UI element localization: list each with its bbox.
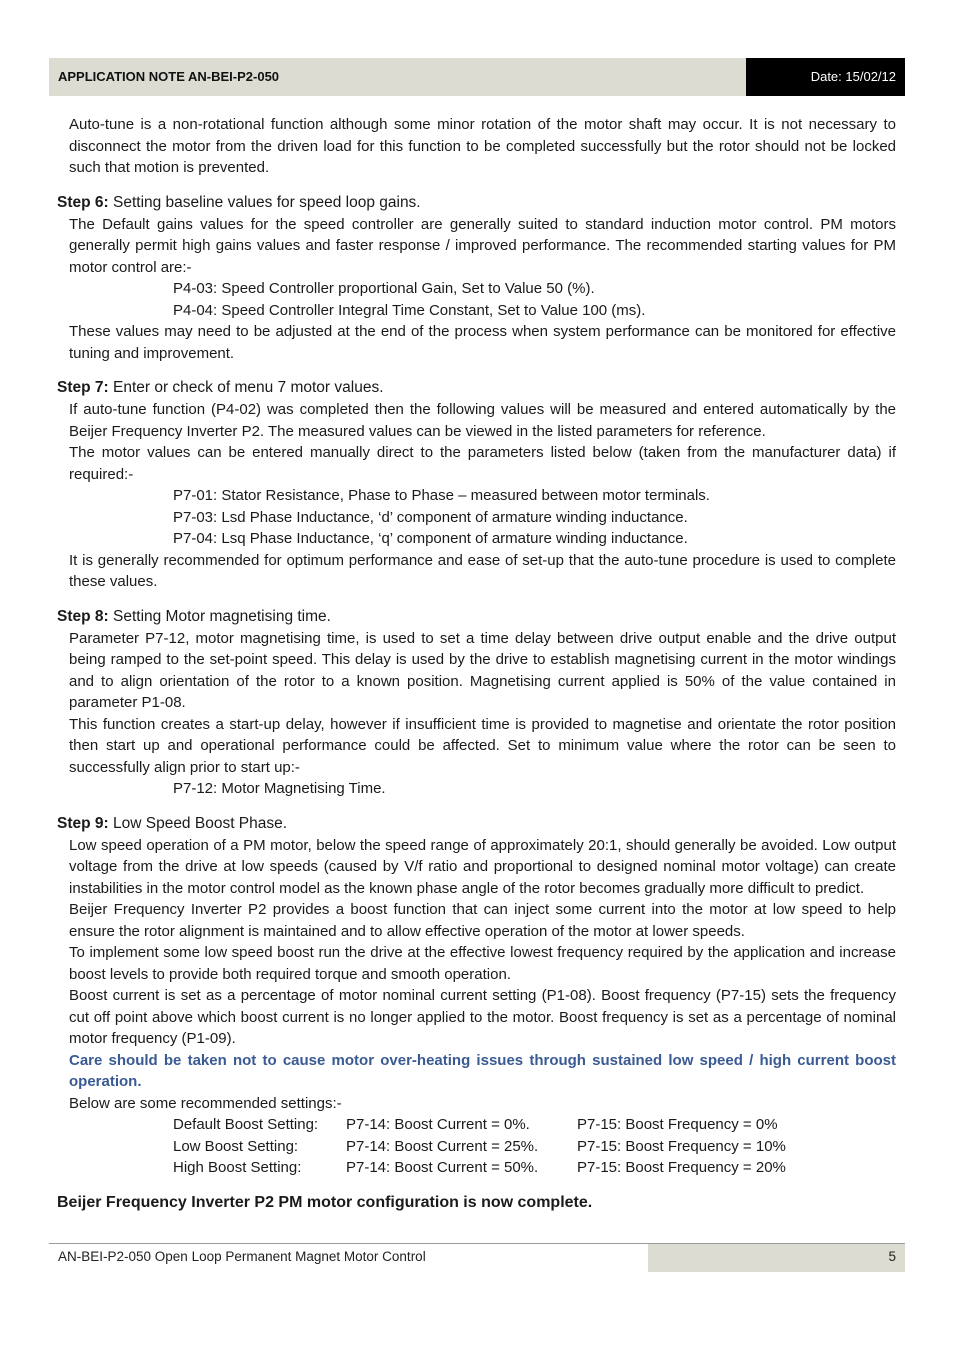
boost-setting-name: Low Boost Setting: — [173, 1137, 299, 1155]
boost-current: P7-14: Boost Current = 0%. — [346, 1116, 530, 1133]
step-9-label: Step 9: — [57, 814, 109, 832]
step-8-label: Step 8: — [57, 607, 109, 625]
step-9-paragraph-2: Beijer Frequency Inverter P2 provides a boost function that can inject some current into the motor at low speed to help ensure the rotor alignment is maintained and to allow effective operation of the motor at lower speeds. — [69, 901, 896, 940]
document-title: APPLICATION NOTE AN-BEI-P2-050 — [58, 69, 280, 84]
step-6-paragraph-1: The Default gains values for the speed controller are generally suited to standard induction motor control. PM motors generally permit high gains values and faster response / improved performance. The recommended starting values for PM motor control are:- — [69, 215, 896, 276]
footer-page-box — [648, 1244, 905, 1272]
boost-setting-name: Default Boost Setting: — [173, 1116, 319, 1133]
step-6-item: P4-03: Speed Controller proportional Gain, Set to Value 50 (%). — [173, 280, 595, 297]
table-row — [173, 1114, 786, 1136]
step-9-paragraph-3: To implement some low speed boost run the drive at the effective lowest frequency required by the application and increase boost levels to provide both required torque and smooth operation. — [69, 944, 896, 983]
step-6-paragraph-2: These values may need to be adjusted at the end of the process when system performance can be monitored for effective tuning and improvement. — [69, 323, 896, 362]
table-row — [173, 1136, 786, 1158]
table-row — [173, 1157, 786, 1179]
step-6-title: Setting baseline values for speed loop gains. — [108, 193, 421, 211]
step-7-paragraph-1: If auto-tune function (P4-02) was completed then the following values will be measured and entered automatically by the Beijer Frequency Inverter P2. The measured values can be viewed in the listed parameters for reference. — [69, 401, 896, 440]
footer-title: AN-BEI-P2-050 Open Loop Permanent Magnet Motor Control — [58, 1249, 426, 1264]
page-number: 5 — [888, 1249, 896, 1264]
boost-frequency: P7-15: Boost Frequency = 10% — [577, 1137, 786, 1155]
step-7-heading — [57, 376, 896, 399]
step-6-heading — [57, 191, 896, 214]
step-9-paragraph-4: Boost current is set as a percentage of motor nominal current setting (P1-08). Boost frequency (P7-15) sets the frequency cut off point above which boost current is no longer applied to the motor. Boost frequency is set as a percentage of nominal motor frequency (P1-09). — [69, 987, 896, 1047]
step-7-item: P7-01: Stator Resistance, Phase to Phase – measured between motor terminals. — [173, 487, 710, 504]
boost-current: P7-14: Boost Current = 25%. — [346, 1137, 539, 1155]
step-9-title: Low Speed Boost Phase. — [108, 814, 288, 832]
boost-frequency: P7-15: Boost Frequency = 20% — [577, 1159, 786, 1176]
boost-setting-name: High Boost Setting: — [173, 1159, 302, 1176]
warning-note: Care should be taken not to cause motor over-heating issues through sustained low speed / high current boost operation. — [69, 1051, 896, 1090]
page-header — [49, 58, 905, 96]
step-7-paragraph-2: The motor values can be entered manually direct to the parameters listed below (taken from the manufacturer data) if required:- — [69, 444, 896, 483]
step-8-title: Setting Motor magnetising time. — [108, 607, 331, 625]
boost-frequency: P7-15: Boost Frequency = 0% — [577, 1116, 778, 1133]
document-date: Date: 15/02/12 — [746, 58, 905, 96]
step-7-paragraph-3: It is generally recommended for optimum performance and ease of set-up that the auto-tune procedure is used to complete these values. — [69, 551, 896, 590]
step-7-title: Enter or check of menu 7 motor values. — [108, 379, 384, 396]
boost-current: P7-14: Boost Current = 50%. — [346, 1159, 539, 1176]
step-9-paragraph-5: Below are some recommended settings:- — [69, 1094, 342, 1112]
step-7-item: P7-03: Lsd Phase Inductance, ‘d’ component of armature winding inductance. — [173, 508, 688, 526]
step-6-item: P4-04: Speed Controller Integral Time Constant, Set to Value 100 (ms). — [173, 301, 646, 319]
completion-statement: Beijer Frequency Inverter P2 PM motor configuration is now complete. — [57, 1193, 593, 1211]
step-8-item: P7-12: Motor Magnetising Time. — [173, 780, 386, 797]
page-body — [57, 114, 896, 1214]
boost-settings-table — [173, 1114, 786, 1179]
step-8-heading — [57, 605, 896, 628]
step-6-label: Step 6: — [57, 193, 109, 211]
step-8-paragraph-1: Parameter P7-12, motor magnetising time, is used to set a time delay between drive output enable and the drive output being ramped to the set-point speed. This delay is used by the drive to establish magnetising current in the motor windings and to align orientation of the rotor to a known position. Magnetising current applied is 50% of the value contained in parameter P1-08. — [69, 629, 896, 711]
step-9-paragraph-1: Low speed operation of a PM motor, below the speed range of approximately 20:1, should generally be avoided. Low output voltage from the drive at low speeds (caused by V/f ratio and proportional to designed nominal motor voltage) can create instabilities in the motor control model as the known phase angle of the rotor becomes gradually more difficult to predict. — [69, 836, 896, 897]
step-7-item: P7-04: Lsq Phase Inductance, ‘q’ component of armature winding inductance. — [173, 530, 688, 547]
intro-paragraph: Auto-tune is a non-rotational function although some minor rotation of the motor shaft may occur. It is not necessary to disconnect the motor from the driven load for this function to be completed successfully but the rotor should not be locked such that motion is prevented. — [69, 116, 896, 176]
step-9-heading — [57, 812, 896, 835]
step-8-paragraph-2: This function creates a start-up delay, however if insufficient time is provided to magnetise and orientate the rotor position then start up and operational performance could be affected. Set to minimum value where the rotor can be seen to successfully align prior to start up:- — [69, 715, 896, 776]
step-7-label: Step 7: — [57, 379, 109, 396]
